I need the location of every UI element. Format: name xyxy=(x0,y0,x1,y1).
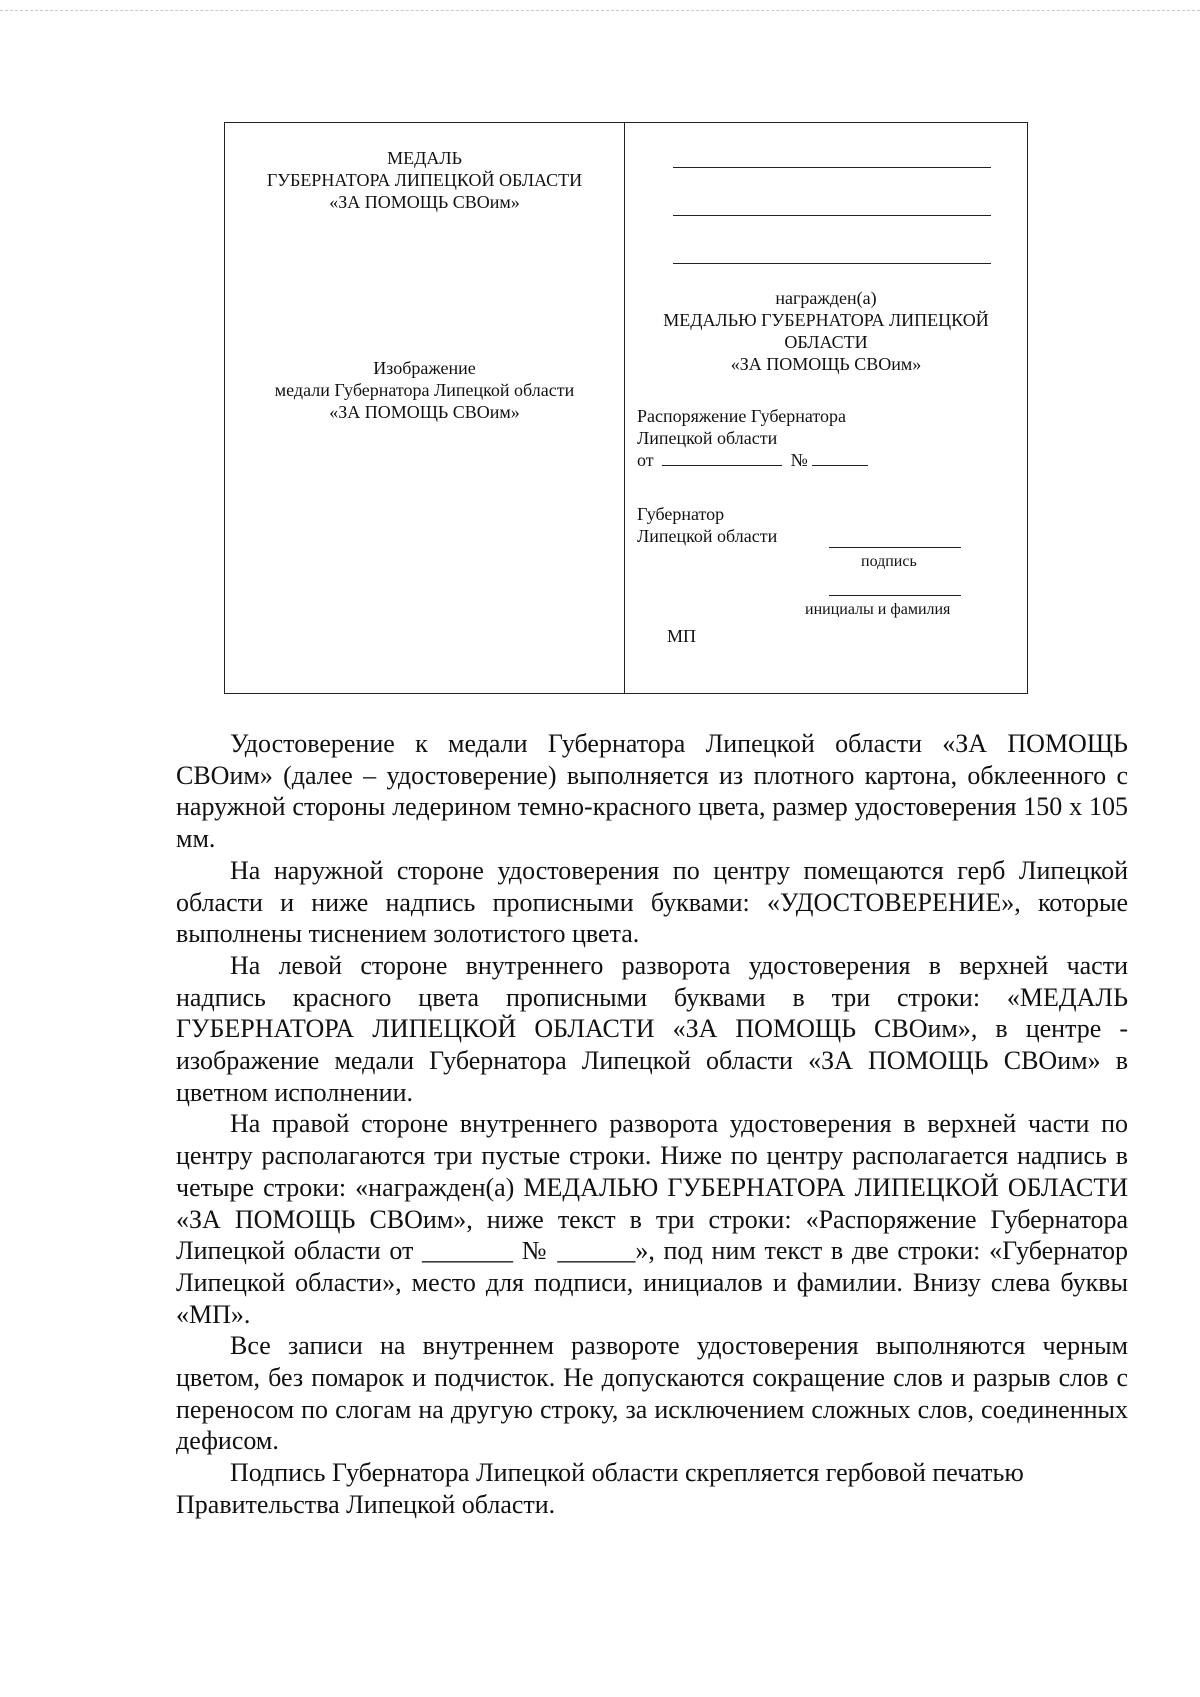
paragraph: На левой стороне внутреннего разворота удостоверения в верхней части надпись красного цвета прописными буквами в три строки: «МЕДАЛЬ ГУБЕРНАТОРА ЛИПЕЦКОЙ ОБЛАСТИ «ЗА ПОМОЩЬ СВОим», в центре - изображение медали Губернатора Липецкой области «ЗА ПОМОЩЬ СВОим» в цветном исполнении. xyxy=(176,950,1128,1107)
governor-line: Губернатор xyxy=(637,504,725,524)
medal-title-line: «ЗА ПОМОЩЬ СВОим» xyxy=(329,192,520,212)
signature-label: подпись xyxy=(861,553,917,570)
medal-image-line: Изображение xyxy=(373,358,476,378)
paragraph: Удостоверение к медали Губернатора Липецкой области «ЗА ПОМОЩЬ СВОим» (далее – удостоверение) выполняется из плотного картона, обклеенного с наружной стороны ледерином темно-красного цвета, размер удостоверения 150 х 105 мм. xyxy=(176,729,1128,854)
awarded-line: МЕДАЛЬЮ ГУБЕРНАТОРА ЛИПЕЦКОЙ xyxy=(663,310,989,330)
order-date-blank xyxy=(662,449,782,466)
stamp-label: МП xyxy=(667,626,697,646)
order-from-label: от xyxy=(637,450,654,470)
medal-title-line: МЕДАЛЬ xyxy=(387,148,462,168)
signature-line xyxy=(829,547,961,548)
scan-edge-line xyxy=(0,10,1200,11)
initials-line xyxy=(829,595,961,596)
order-block xyxy=(637,405,868,471)
medal-image-placeholder xyxy=(225,357,624,423)
paragraph: Все записи на внутреннем развороте удостоверения выполняются черным цветом, без помарок и подчисток. Не допускаются сокращение слов и разрыв слов с переносом по слогам на другую строку, за исключением сложных слов, соединенных дефисом. xyxy=(176,1331,1128,1456)
order-line: Распоряжение Губернатора xyxy=(637,406,847,426)
certificate-spread xyxy=(224,122,1028,694)
governor-block xyxy=(637,503,777,547)
medal-image-line: «ЗА ПОМОЩЬ СВОим» xyxy=(329,402,520,422)
order-date-number-line xyxy=(637,449,868,471)
medal-title xyxy=(225,147,624,213)
blank-line-2 xyxy=(673,215,991,216)
order-line: Липецкой области xyxy=(637,428,778,448)
blank-line-1 xyxy=(673,167,991,168)
medal-image-line: медали Губернатора Липецкой области xyxy=(274,380,575,400)
initials-label: инициалы и фамилия xyxy=(805,601,951,618)
blank-line-3 xyxy=(673,263,991,264)
paragraph: Подпись Губернатора Липецкой области скрепляется гербовой печатью Правительства Липецкой области. xyxy=(176,1458,1024,1519)
paragraph: На правой стороне внутреннего разворота удостоверения в верхней части по центру располагаются три пустые строки. Ниже по центру располагается надпись в четыре строки: «награжден(а) МЕДАЛЬЮ ГУБЕРНАТОРА ЛИПЕЦКОЙ ОБЛАСТИ «ЗА ПОМОЩЬ СВОим», ниже текст в три строки: «Распоряжение Губернатора Липецкой области от _______ № ______», под ним текст в две строки: «Губернатор Липецкой области», место для подписи, инициалов и фамилии. Внизу слева буквы «МП». xyxy=(176,1109,1128,1329)
governor-line: Липецкой области xyxy=(637,526,778,546)
certificate-right-page xyxy=(625,123,1027,693)
awarded-line: награжден(а) xyxy=(775,288,877,308)
paragraph: На наружной стороне удостоверения по центру помещаются герб Липецкой области и ниже надпись прописными буквами: «УДОСТОВЕРЕНИЕ», которые выполнены тиснением золотистого цвета. xyxy=(176,855,1128,949)
awarded-line: ОБЛАСТИ xyxy=(784,332,868,352)
certificate-left-page xyxy=(225,123,625,693)
order-number-blank xyxy=(812,449,868,466)
description-text xyxy=(176,728,1128,1521)
medal-title-line: ГУБЕРНАТОРА ЛИПЕЦКОЙ ОБЛАСТИ xyxy=(266,170,583,190)
awarded-line: «ЗА ПОМОЩЬ СВОим» xyxy=(730,354,922,374)
awarded-text xyxy=(625,287,1027,375)
order-number-sign: № xyxy=(790,450,808,470)
